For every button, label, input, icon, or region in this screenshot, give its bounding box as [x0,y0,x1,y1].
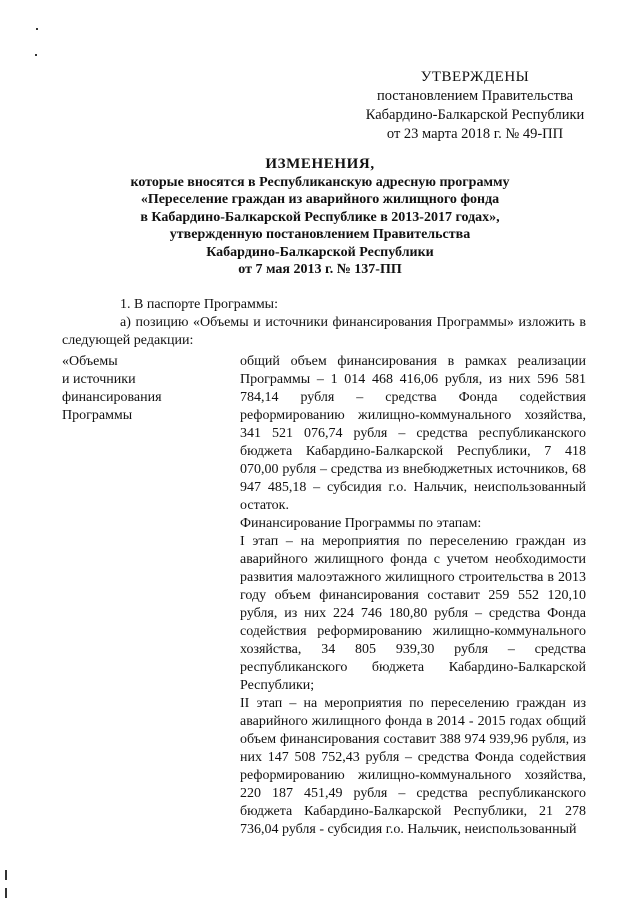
title-line-4: в Кабардино-Балкарской Республике в 2013-2017 годах», [140,209,500,225]
label-line: «Объемы [62,354,118,369]
scan-mark [35,54,37,56]
approval-line-2: Кабардино-Балкарской Республики [365,107,585,123]
title-line-3: «Переселение граждан из аварийного жилищного фонда [140,192,500,207]
table-right-content [240,353,586,839]
paragraph-stage-2: II этап – на мероприятия по переселению граждан из аварийного жилищного фонда в 2014 - 2015 годах общий объем финансирования составит 388 974 939,96 рубля, из них 147 508 752,43 рубля – средства Фонда содействия реформированию жилищно-коммунального хозяйства, 220 187 451,49 рубля – средства республиканского бюджета Кабардино-Балкарской Республики, 21 278 736,04 рубля - субсидия г.о. Нальчик, неиспользованный [240,696,586,837]
document-body [62,296,586,839]
title-line-6: Кабардино-Балкарской Республики [206,244,434,260]
scan-mark [5,870,7,880]
approval-line-3: от 23 марта 2018 г. № 49-ПП [386,126,564,142]
document-title [100,156,540,279]
table-left-label [62,353,240,839]
label-line: Программы [62,408,133,423]
approval-heading: УТВЕРЖДЕНЫ [420,69,530,85]
title-line-5: утвержденную постановлением Правительства [169,227,471,242]
passport-table [62,353,586,839]
approval-line-1: постановлением Правительства [376,88,574,104]
title-line-7: от 7 мая 2013 г. № 137-ПП [238,262,402,277]
approval-block [360,68,590,144]
title-line-1: ИЗМЕНЕНИЯ, [265,156,375,172]
label-line: и источники [62,372,136,387]
paragraph-total-financing: общий объем финансирования в рамках реализации Программы – 1 014 468 416,06 рубля, из них 596 581 784,14 рубля – средства Фонда содействия реформированию жилищно-коммунального хозяйства, 341 521 076,74 рубля – средства республиканского бюджета Кабардино-Балкарской Республики, 7 418 070,00 рубля – средства из внебюджетных источников, 68 947 485,18 – субсидия г.о. Нальчик, неиспользованный остаток. [240,354,586,513]
item-a: а) позицию «Объемы и источники финансирования Программы» изложить в следующей редакции: [62,315,586,348]
label-line: финансирования [62,390,162,405]
paragraph-stage-1: I этап – на мероприятия по переселению граждан из аварийного жилищного фонда с учетом необходимости развития малоэтажного жилищного строительства в 2013 году объем финансирования составит 259 552 120,10 рубля, из них 224 746 180,80 рубля – средства Фонда содействия реформированию жилищно-коммунального хозяйства, 34 805 939,30 рубля – средства республиканского бюджета Кабардино-Балкарской Республики; [240,534,586,693]
item-1: 1. В паспорте Программы: [120,297,278,312]
scan-mark [36,28,38,30]
paragraph-stages-heading: Финансирование Программы по этапам: [240,516,482,531]
scan-mark [5,888,7,898]
title-line-2: которые вносятся в Республиканскую адресную программу [130,174,510,190]
